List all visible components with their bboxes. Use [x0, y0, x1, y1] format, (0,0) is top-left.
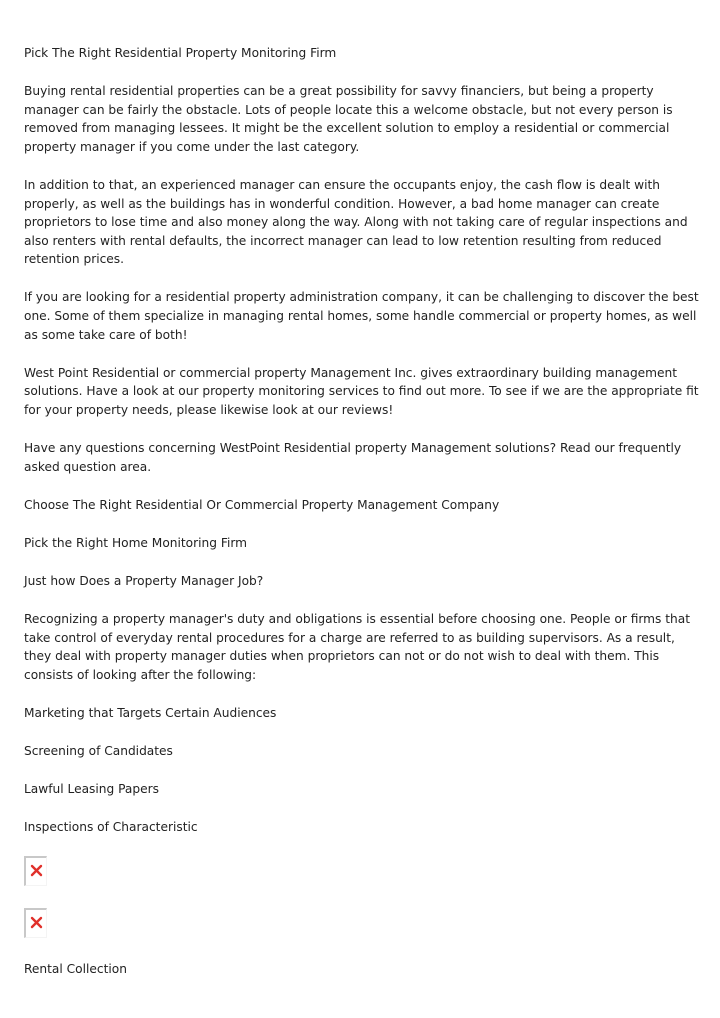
- paragraph: West Point Residential or commercial property Management Inc. gives extraordinary building management solutions. Have a look at our property monitoring services to find out more. To see if we are the appropriate fit for your property needs, please likewise look at our reviews!: [24, 365, 699, 417]
- section-heading: Pick the Right Home Monitoring Firm: [24, 535, 248, 550]
- broken-image-icon: [24, 908, 47, 938]
- broken-image-x-icon: [30, 864, 43, 877]
- list-item: Lawful Leasing Papers: [24, 782, 159, 797]
- paragraph: Have any questions concerning WestPoint Residential property Management solutions? Read our frequently asked question area.: [24, 441, 682, 474]
- list-item: Inspections of Characteristic: [24, 820, 198, 835]
- paragraph: Buying rental residential properties can be a great possibility for savvy financiers, but being a property manager can be fairly the obstacle. Lots of people locate this a welcome obstacle, but not every person is removed from managing lessees. It might be the excellent solution to employ a residential or commercial property manager if you come under the last category.: [24, 84, 673, 154]
- broken-image-icon: [24, 856, 47, 886]
- section-heading: Just how Does a Property Manager Job?: [24, 573, 264, 588]
- section-heading: Choose The Right Residential Or Commercial Property Management Company: [24, 497, 500, 512]
- document-title: Pick The Right Residential Property Monitoring Firm: [24, 46, 337, 60]
- document-body: [24, 44, 700, 998]
- broken-image-x-icon: [30, 916, 43, 929]
- paragraph: Recognizing a property manager's duty and obligations is essential before choosing one. People or firms that take control of everyday rental procedures for a charge are referred to as building supervisors. As a result, they deal with property manager duties when proprietors can not or do not wish to deal with them. This consists of looking after the following:: [24, 611, 691, 682]
- list-item: Screening of Candidates: [24, 743, 173, 758]
- paragraph: If you are looking for a residential property administration company, it can be challenging to discover the best one. Some of them specialize in managing rental homes, some handle commercial or property homes, as well as some take care of both!: [24, 290, 699, 342]
- paragraph: In addition to that, an experienced manager can ensure the occupants enjoy, the cash flow is dealt with properly, as well as the buildings has in wonderful condition. However, a bad home manager can create proprietors to lose time and also money along the way. Along with not taking care of regular inspections and also renters with rental defaults, the incorrect manager can lead to low retention resulting from reduced retention prices.: [24, 177, 688, 267]
- list-item: Rental Collection: [24, 962, 127, 977]
- list-item: Marketing that Targets Certain Audiences: [24, 705, 277, 720]
